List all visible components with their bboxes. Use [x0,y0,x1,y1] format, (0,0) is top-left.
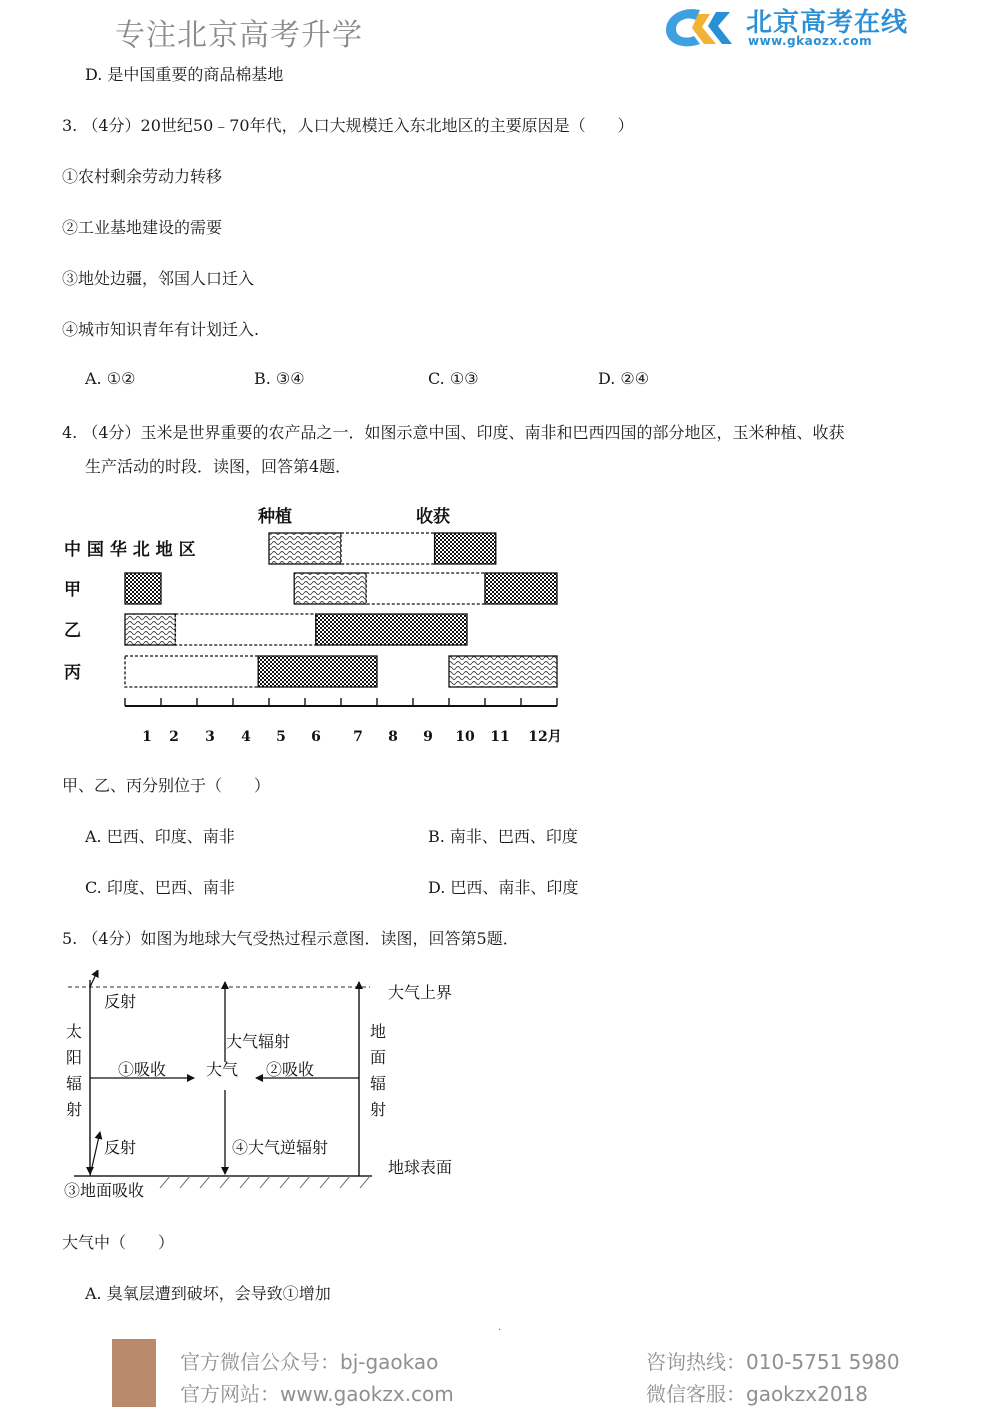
logo-name: 北京高考在线 [746,8,909,38]
solar-char-4: 射 [66,1100,83,1119]
x-tick-label-2: 2 [169,729,179,745]
q3-option-a: A. ①② [85,369,136,388]
row-label-3: 丙 [64,663,81,683]
bar-3-2 [449,656,557,687]
footer-website[interactable]: 官方网站：www.gaokzx.com [180,1382,454,1406]
ground-char-2: 面 [370,1048,387,1067]
row-label-0: 中 国 华 北 地 区 [64,540,196,560]
reflect-top-label: 反射 [104,992,137,1011]
x-tick-label-12: 12月 [528,729,562,745]
q5-question: 大气中（ ） [62,1233,175,1252]
corn-calendar-chart [0,495,620,755]
bar-2-2 [316,614,467,645]
q3-option-d: D. ②④ [598,369,650,388]
counter-radiation-label: ④大气逆辐射 [232,1138,329,1157]
x-tick-label-10: 10 [455,729,475,745]
x-tick-label-11: 11 [490,729,510,745]
q4-stem-line1: 4. （4分）玉米是世界重要的农产品之一．如图示意中国、印度、南非和巴西四国的部分地区，玉米种植、收获 [62,423,845,442]
x-tick-label-4: 4 [241,729,251,745]
footer-accent-bar [112,1339,156,1407]
absorb2-label: ②吸收 [266,1060,315,1079]
reflect-top-arrow [90,970,98,987]
q2-option-d: D. 是中国重要的商品棉基地 [85,65,284,84]
x-tick-label-9: 9 [423,729,433,745]
absorb1-label: ①吸收 [118,1060,167,1079]
footer-hotline: 咨询热线：010-5751 5980 [646,1350,900,1374]
q3-stem: 3. （4分）20世纪50﹣70年代，人口大规模迁入东北地区的主要原因是（ ） [62,116,634,135]
surface-hatching [160,1176,370,1188]
q4-option-c: C. 印度、巴西、南非 [85,878,235,897]
bar-1-1 [294,573,366,604]
q3-item-1: ①农村剩余劳动力转移 [62,167,223,186]
x-tick-label-7: 7 [353,729,363,745]
atmosphere-heating-diagram [60,970,480,1210]
footer-service: 微信客服：gaokzx2018 [646,1382,869,1406]
ground-absorb-label: ③地面吸收 [64,1181,145,1200]
q3-item-3: ③地处边疆，邻国人口迁入 [62,269,255,288]
q3-option-b: B. ③④ [254,369,305,388]
q5-stem: 5. （4分）如图为地球大气受热过程示意图．读图，回答第5题． [62,929,519,948]
atm-radiation-label: 大气辐射 [226,1032,291,1051]
reflect-bottom-label: 反射 [104,1138,137,1157]
logo-url: www.gkaozx.com [748,34,873,48]
atmosphere-label: 大气 [206,1060,239,1079]
footer-wechat-public: 官方微信公众号：bj-gaokao [180,1350,439,1374]
header-title: 专注北京高考升学 [115,18,363,53]
q3-option-c: C. ①③ [428,369,479,388]
bar-1-0 [125,573,161,604]
q4-stem-line2: 生产活动的时段．读图，回答第4题． [85,457,352,476]
q5-option-a: A. 臭氧层遭到破坏，会导致①增加 [85,1284,331,1303]
ground-char-1: 地 [370,1022,387,1041]
x-tick-label-6: 6 [311,729,321,745]
solar-char-2: 阳 [66,1048,83,1067]
x-tick-label-8: 8 [388,729,398,745]
x-tick-label-5: 5 [276,729,286,745]
bar-2-1 [175,614,315,645]
q3-item-4: ④城市知识青年有计划迁入. [62,320,260,339]
bar-1-3 [485,573,557,604]
legend-harvest: 收获 [416,507,450,527]
row-label-1: 甲 [64,580,81,600]
top-boundary-label: 大气上界 [388,983,453,1002]
bar-0-1 [341,533,435,564]
surface-label: 地球表面 [388,1158,453,1177]
x-tick-label-1: 1 [142,729,152,745]
bar-2-0 [125,614,175,645]
gk-logo-icon [660,4,738,50]
legend-planting: 种植 [258,507,292,527]
x-tick-label-3: 3 [205,729,215,745]
solar-char-3: 辐 [66,1074,83,1093]
ground-char-4: 射 [370,1100,387,1119]
q3-item-2: ②工业基地建设的需要 [62,218,223,237]
q4-question: 甲、乙、丙分别位于（ ） [62,776,271,795]
q4-option-a: A. 巴西、印度、南非 [85,827,235,846]
bar-0-0 [269,533,341,564]
solar-char-1: 太 [66,1022,83,1041]
page-dot: . [498,1322,502,1333]
q4-option-d: D. 巴西、南非、印度 [428,878,579,897]
bar-0-2 [435,533,496,564]
bar-3-0 [125,656,258,687]
ground-char-3: 辐 [370,1074,387,1093]
q4-option-b: B. 南非、巴西、印度 [428,827,578,846]
row-label-2: 乙 [64,621,81,641]
bar-3-1 [258,656,377,687]
bar-1-2 [366,573,485,604]
reflect-bottom-arrow [90,1132,100,1176]
